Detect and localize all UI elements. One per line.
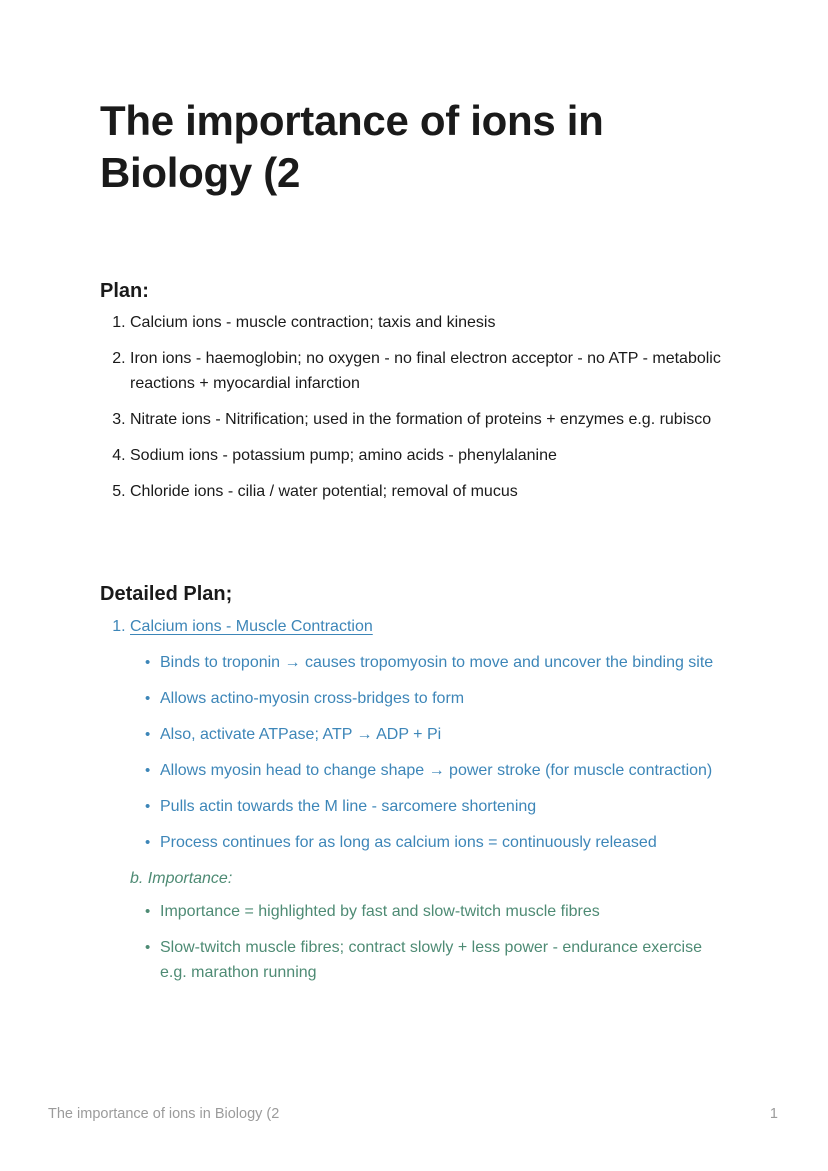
bullet-item: • Process continues for as long as calcium ions = continuously released	[160, 830, 728, 855]
document-content	[100, 95, 728, 996]
detailed-plan-heading: Detailed Plan;	[100, 583, 233, 605]
bullet-item: • Allows actino-myosin cross-bridges to form	[160, 686, 728, 711]
plan-item: 4. Sodium ions - potassium pump; amino acids - phenylalanine	[130, 443, 728, 468]
importance-subheading: b. Importance:	[130, 870, 233, 887]
bullet-item: • Also, activate ATPase; ATP → ADP + Pi	[160, 722, 728, 747]
plan-heading: Plan:	[100, 280, 149, 302]
bullet-item: • Slow-twitch muscle fibres; contract slowly + less power - endurance exercise e.g. marathon running	[160, 935, 728, 985]
plan-item: 2. Iron ions - haemoglobin; no oxygen - no final electron acceptor - no ATP - metabolic reactions + myocardial infarction	[130, 346, 728, 396]
bullet-item: • Binds to troponin → causes tropomyosin to move and uncover the binding site	[160, 650, 728, 675]
bullet-item: • Allows myosin head to change shape → power stroke (for muscle contraction)	[160, 758, 728, 783]
page-footer	[48, 1104, 778, 1124]
plan-item: 5. Chloride ions - cilia / water potential; removal of mucus	[130, 479, 728, 504]
detailed-plan-list	[100, 614, 728, 985]
calcium-ions-link[interactable]: Calcium ions - Muscle Contraction	[130, 618, 373, 635]
detailed-plan-item	[130, 614, 728, 985]
document-title: The importance of ions in Biology (2	[100, 97, 604, 196]
footer-page-number: 1	[769, 1106, 778, 1122]
plan-list	[100, 310, 728, 504]
footer-document-title: The importance of ions in Biology (2	[48, 1106, 280, 1122]
importance-bullet-list	[130, 899, 728, 985]
plan-item: 1. Calcium ions - muscle contraction; taxis and kinesis	[130, 310, 728, 335]
calcium-bullet-list	[130, 650, 728, 855]
bullet-item: • Importance = highlighted by fast and slow-twitch muscle fibres	[160, 899, 728, 924]
bullet-item: • Pulls actin towards the M line - sarcomere shortening	[160, 794, 728, 819]
plan-item: 3. Nitrate ions - Nitrification; used in the formation of proteins + enzymes e.g. rubisco	[130, 407, 728, 432]
